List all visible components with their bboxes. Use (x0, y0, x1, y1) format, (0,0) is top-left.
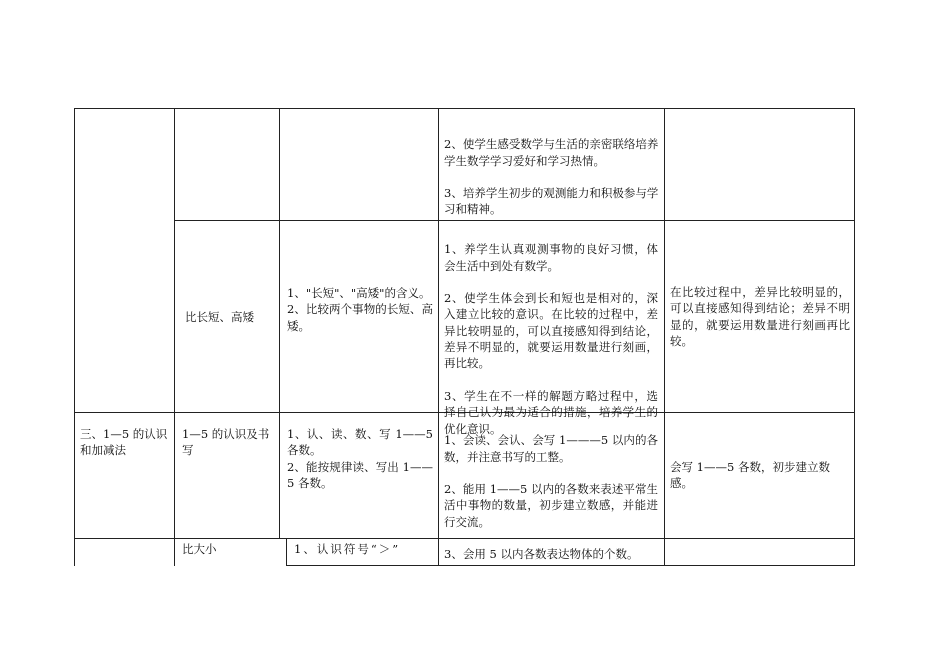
row2-goal-3: 3、学生在不一样的解题方略过程中，选择自己认为最为适合的措施，培养学生的优化意识。 (444, 388, 658, 436)
row4-lesson-cell: 比大小 (182, 542, 217, 556)
column-divider-4 (664, 108, 665, 566)
row1-goals-cell (444, 120, 660, 234)
column-divider-3 (438, 108, 439, 566)
table-border-top (74, 108, 855, 109)
row2-goal-2: 2、使学生体会到长和短也是相对的，深入建立比较的意识。在比较的过程中，差异比较明显的，可以直接感知得到结论，差异不明显的，就要运用数量进行刻画，再比较。 (444, 291, 658, 371)
row1-goal-2: 2、使学生感受数学与生活的亲密联络培养学生数学学习爱好和学习热情。 (444, 137, 659, 168)
row3-goal-2: 2、能用 1——5 以内的各数来表述平常生活中事物的数量，初步建立数感，并能进行交流。 (444, 482, 658, 529)
column-divider-1 (174, 108, 175, 566)
row3-goal-3: 3、会用 5 以内各数表达物体的个数。 (444, 547, 639, 562)
row2-key-points-cell: 在比较过程中，差异比较明显的，可以直接感知得到结论；差异不明显的，就要运用数量进行刻画再比较。 (670, 285, 850, 348)
column-divider-2 (279, 108, 280, 538)
row3-key-points-cell: 会写 1——5 各数，初步建立数感。 (670, 460, 830, 491)
row3-goal-1: 1、会读、会认、会写 1———5 以内的各数，并注意书写的工整。 (444, 433, 658, 464)
row3-content-cell: 1、认、读、数、写 1——5 各数。 2、能按规律读、写出 1——5 各数。 (287, 427, 433, 490)
row2-content-cell: 1、"长短"、"高矮"的含义。 2、比较两个事物的长短、高矮。 (287, 286, 433, 333)
table-border-right (854, 108, 855, 566)
row3-unit-cell: 三、1—5 的认识和加减法 (80, 427, 168, 458)
table-border-left (74, 108, 75, 566)
row4-content-cell: 1、认识符号“＞” (294, 542, 401, 556)
column-divider-2-lower (286, 538, 287, 566)
row2-lesson-cell: 比长短、高矮 (185, 310, 254, 324)
row3-lesson-cell: 1—5 的认识及书写 (182, 427, 270, 458)
row1-goal-3: 3、培养学生初步的观测能力和积极参与学习和精神。 (444, 186, 659, 217)
row3-goals-cell (444, 416, 658, 579)
row2-goal-1: 1、养学生认真观测事物的良好习惯，体会生活中到处有数学。 (444, 242, 658, 273)
